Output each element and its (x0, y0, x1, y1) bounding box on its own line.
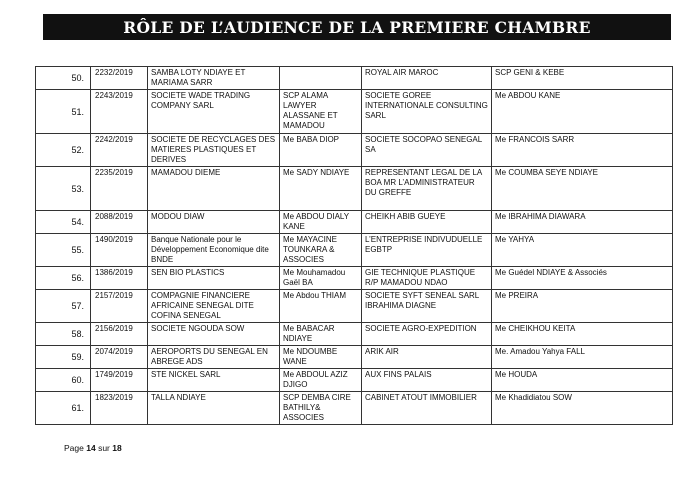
defendant-lawyer-cell: Me Khadidiatou SOW (492, 392, 673, 425)
case-number: 1749/2019 (91, 369, 148, 392)
defendant-lawyer-cell: SCP GENI & KEBE (492, 67, 673, 90)
table-row (36, 346, 673, 369)
row-number: 59. (36, 346, 91, 369)
page-title: RÔLE DE L’AUDIENCE DE LA PREMIERE CHAMBRE (123, 17, 591, 37)
table-row (36, 167, 673, 211)
defendant-cell: GIE TECHNIQUE PLASTIQUE R/P MAMADOU NDAO (362, 267, 492, 290)
page-current: 14 (86, 443, 96, 453)
case-number: 1490/2019 (91, 234, 148, 267)
case-number: 1823/2019 (91, 392, 148, 425)
table-row (36, 323, 673, 346)
defendant-lawyer-cell: Me YAHYA (492, 234, 673, 267)
case-number: 2232/2019 (91, 67, 148, 90)
row-number: 54. (36, 211, 91, 234)
defendant-cell: ROYAL AIR MAROC (362, 67, 492, 90)
case-number: 2088/2019 (91, 211, 148, 234)
hearing-roll-table (35, 66, 673, 425)
plaintiff-cell: SEN BIO PLASTICS (148, 267, 280, 290)
plaintiff-cell: Banque Nationale pour le Développement Economique dite BNDE (148, 234, 280, 267)
plaintiff-lawyer-cell: Me ABDOU DIALY KANE (280, 211, 362, 234)
row-number: 52. (36, 134, 91, 167)
row-number: 60. (36, 369, 91, 392)
row-number: 51. (36, 90, 91, 134)
plaintiff-cell: SOCIETE NGOUDA SOW (148, 323, 280, 346)
defendant-cell: ARIK AIR (362, 346, 492, 369)
plaintiff-lawyer-cell: Me MAYACINE TOUNKARA & ASSOCIES (280, 234, 362, 267)
plaintiff-lawyer-cell: SCP ALAMA LAWYER ALASSANE ET MAMADOU (280, 90, 362, 134)
defendant-cell: SOCIETE SYFT SENEAL SARL IBRAHIMA DIAGNE (362, 290, 492, 323)
defendant-lawyer-cell: Me Guédel NDIAYE & Associés (492, 267, 673, 290)
defendant-cell: AUX FINS PALAIS (362, 369, 492, 392)
plaintiff-lawyer-cell: Me Abdou THIAM (280, 290, 362, 323)
plaintiff-cell: TALLA NDIAYE (148, 392, 280, 425)
page-footer (64, 443, 122, 453)
defendant-lawyer-cell: Me CHEIKHOU KEITA (492, 323, 673, 346)
case-number: 2156/2019 (91, 323, 148, 346)
defendant-cell: CABINET ATOUT IMMOBILIER (362, 392, 492, 425)
table-row (36, 267, 673, 290)
case-number: 2157/2019 (91, 290, 148, 323)
plaintiff-lawyer-cell: Me ABDOUL AZIZ DJIGO (280, 369, 362, 392)
defendant-lawyer-cell: Me IBRAHIMA DIAWARA (492, 211, 673, 234)
plaintiff-cell: MAMADOU DIEME (148, 167, 280, 211)
table-row (36, 234, 673, 267)
plaintiff-lawyer-cell: Me Mouhamadou Gaël BA (280, 267, 362, 290)
page-total: 18 (112, 443, 122, 453)
plaintiff-lawyer-cell: Me BABACAR NDIAYE (280, 323, 362, 346)
defendant-lawyer-cell: Me. Amadou Yahya FALL (492, 346, 673, 369)
defendant-cell: SOCIETE SOCOPAO SENEGAL SA (362, 134, 492, 167)
plaintiff-cell: SAMBA LOTY NDIAYE ET MARIAMA SARR (148, 67, 280, 90)
plaintiff-cell: COMPAGNIE FINANCIERE AFRICAINE SENEGAL DITE COFINA SENEGAL (148, 290, 280, 323)
plaintiff-cell: AEROPORTS DU SENEGAL EN ABREGE ADS (148, 346, 280, 369)
table-row (36, 290, 673, 323)
defendant-cell: L’ENTREPRISE INDIVUDUELLE EGBTP (362, 234, 492, 267)
row-number: 53. (36, 167, 91, 211)
defendant-lawyer-cell: Me COUMBA SEYE NDIAYE (492, 167, 673, 211)
table-row (36, 134, 673, 167)
case-number: 2242/2019 (91, 134, 148, 167)
plaintiff-lawyer-cell: Me SADY NDIAYE (280, 167, 362, 211)
table-row (36, 369, 673, 392)
plaintiff-lawyer-cell: Me NDOUMBE WANE (280, 346, 362, 369)
table-row (36, 392, 673, 425)
page-sep: sur (98, 443, 110, 453)
plaintiff-lawyer-cell: SCP DEMBA CIRE BATHILY& ASSOCIES (280, 392, 362, 425)
case-number: 2074/2019 (91, 346, 148, 369)
plaintiff-lawyer-cell: Me BABA DIOP (280, 134, 362, 167)
table-row (36, 90, 673, 134)
row-number: 55. (36, 234, 91, 267)
plaintiff-lawyer-cell (280, 67, 362, 90)
defendant-lawyer-cell: Me PREIRA (492, 290, 673, 323)
defendant-lawyer-cell: Me FRANCOIS SARR (492, 134, 673, 167)
defendant-lawyer-cell: Me HOUDA (492, 369, 673, 392)
plaintiff-cell: STE NICKEL SARL (148, 369, 280, 392)
defendant-cell: SOCIETE AGRO-EXPEDITION (362, 323, 492, 346)
table-row (36, 67, 673, 90)
row-number: 56. (36, 267, 91, 290)
row-number: 57. (36, 290, 91, 323)
row-number: 61. (36, 392, 91, 425)
page-title-banner (43, 14, 671, 40)
plaintiff-cell: SOCIETE DE RECYCLAGES DES MATIERES PLASTIQUES ET DERIVES (148, 134, 280, 167)
case-number: 2235/2019 (91, 167, 148, 211)
row-number: 58. (36, 323, 91, 346)
table-row (36, 211, 673, 234)
defendant-cell: REPRESENTANT LEGAL DE LA BOA MR L’ADMINISTRATEUR DU GREFFE (362, 167, 492, 211)
defendant-lawyer-cell: Me ABDOU KANE (492, 90, 673, 134)
case-number: 1386/2019 (91, 267, 148, 290)
defendant-cell: SOCIETE GOREE INTERNATIONALE CONSULTING SARL (362, 90, 492, 134)
page-label: Page (64, 443, 84, 453)
plaintiff-cell: MODOU DIAW (148, 211, 280, 234)
case-number: 2243/2019 (91, 90, 148, 134)
plaintiff-cell: SOCIETE WADE TRADING COMPANY SARL (148, 90, 280, 134)
defendant-cell: CHEIKH ABIB GUEYE (362, 211, 492, 234)
row-number: 50. (36, 67, 91, 90)
table-body (36, 67, 673, 425)
